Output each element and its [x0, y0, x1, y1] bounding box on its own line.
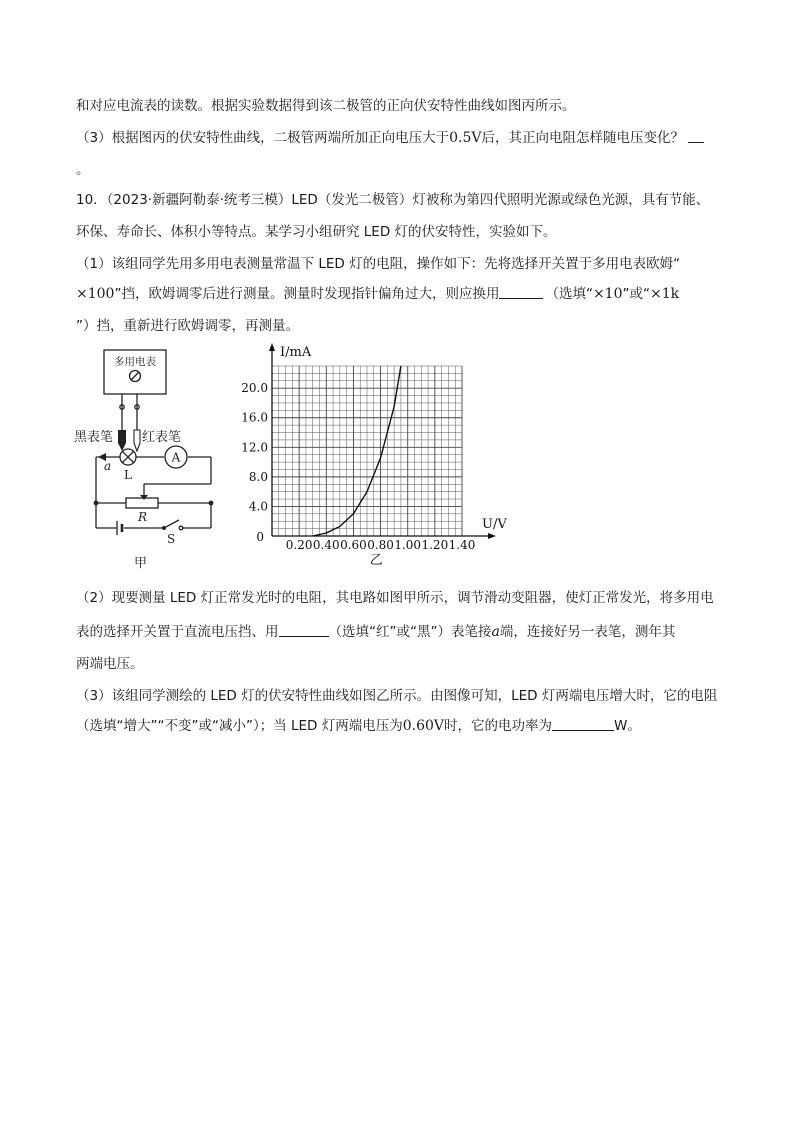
math-value: 0.60V: [402, 718, 445, 734]
figure-caption-yi: 乙: [369, 553, 383, 568]
text-line: 环保、寿命长、体积小等特点。某学习小组研究 LED 灯的伏安特性，实验如下。: [76, 224, 557, 240]
text-line: 。: [76, 162, 90, 178]
switch-icon: [179, 526, 183, 530]
question-2-prompt: （2）现要测量 LED 灯正常发光时的电阻，其电路如图甲所示，调节滑动变阻器，使灯正常发光，将多用电: [76, 590, 714, 606]
y-tick-label: 8.0: [248, 469, 268, 484]
answer-blank[interactable]: [279, 622, 329, 637]
question-10-heading: 10．（2023·新疆阿勒泰·统考三模）LED（发光二极管）灯被称为第四代照明光源或绿色光源，具有节能、: [76, 192, 710, 208]
iv-curve-chart: [236, 340, 520, 578]
switch-label: S: [167, 532, 176, 546]
ammeter-label: A: [171, 450, 181, 465]
math-value: ×10: [592, 286, 623, 302]
x-tick-label: 0.20: [285, 538, 313, 552]
text-span: 表的选择开关置于直流电压挡、用: [76, 624, 279, 640]
math-value: ×1k: [650, 286, 680, 302]
text-span: （选填“: [545, 286, 593, 302]
lamp-label: L: [124, 468, 132, 482]
node-a-label: a: [104, 459, 112, 473]
text-span: ”挡，欧姆调零后进行测量。测量时发现指针偏角过大，则应换用: [114, 286, 500, 302]
text-line: （1）该组同学先用多用电表测量常温下 LED 灯的电阻，操作如下：先将选择开关置于多用电表欧姆“: [76, 256, 681, 272]
x-axis-label: U/V: [482, 517, 507, 532]
origin-label: 0: [256, 530, 264, 544]
answer-blank[interactable]: [499, 284, 543, 299]
y-tick-label: 16.0: [241, 410, 268, 425]
y-tick-label: 12.0: [241, 440, 268, 455]
y-axis-label: I/mA: [280, 345, 312, 360]
red-probe-label: 红表笔: [142, 430, 182, 445]
text-span: （选填“红”或“黑”）表笔接: [328, 624, 492, 640]
rheostat-icon: [126, 498, 158, 508]
x-tick-label: 1.20: [421, 538, 449, 552]
text-line: 和对应电流表的读数。根据实验数据得到该二极管的正向伏安特性曲线如图丙所示。: [76, 98, 576, 114]
black-probe-label: 黑表笔: [74, 430, 114, 445]
math-value: a: [491, 624, 500, 640]
text-line: [76, 622, 675, 642]
text-line: ”）挡，重新进行欧姆调零，再测量。: [76, 318, 299, 334]
meter-label: 多用电表: [114, 356, 156, 368]
y-tick-label: 20.0: [241, 381, 268, 396]
x-axis-arrow: [488, 533, 496, 539]
text-line: [76, 716, 641, 736]
math-value: 0.5V: [449, 130, 482, 146]
question-3b-prompt: （3）该组同学测绘的 LED 灯的伏安特性曲线如图乙所示。由图像可知，LED 灯两端电压增大时，它的电阻: [76, 688, 718, 704]
x-tick-label: 1.40: [448, 538, 476, 552]
text-span: 时，它的电功率为: [444, 718, 553, 734]
circuit-diagram: [74, 345, 224, 577]
text-line: [76, 284, 679, 304]
rheostat-label: R: [138, 510, 148, 524]
text-span: 后，其正向电阻怎样随电压变化？: [481, 130, 684, 146]
answer-blank[interactable]: [688, 128, 704, 143]
x-tick-label: 0.40: [312, 538, 340, 552]
text-span: W。: [614, 718, 641, 734]
answer-blank[interactable]: [552, 716, 614, 731]
math-value: ×100: [76, 286, 115, 302]
text-span: （3）根据图丙的伏安特性曲线，二极管两端所加正向电压大于: [76, 130, 450, 146]
text-span: ”或“: [622, 286, 650, 302]
question-3-prompt: [76, 128, 704, 148]
x-tick-label: 0.80: [367, 538, 394, 552]
text-span: （选填“增大”“不变”或“减小”）；当 LED 灯两端电压为: [76, 718, 403, 734]
text-line: 两端电压。: [76, 656, 144, 672]
y-tick-label: 4.0: [248, 499, 268, 514]
figure-caption-jia: 甲: [134, 556, 148, 571]
text-span: 端，连接好另一表笔，测年其: [499, 624, 676, 640]
x-tick-label: 1.00: [394, 538, 422, 552]
x-tick-label: 0.60: [340, 538, 367, 552]
y-axis-arrow: [269, 343, 275, 351]
